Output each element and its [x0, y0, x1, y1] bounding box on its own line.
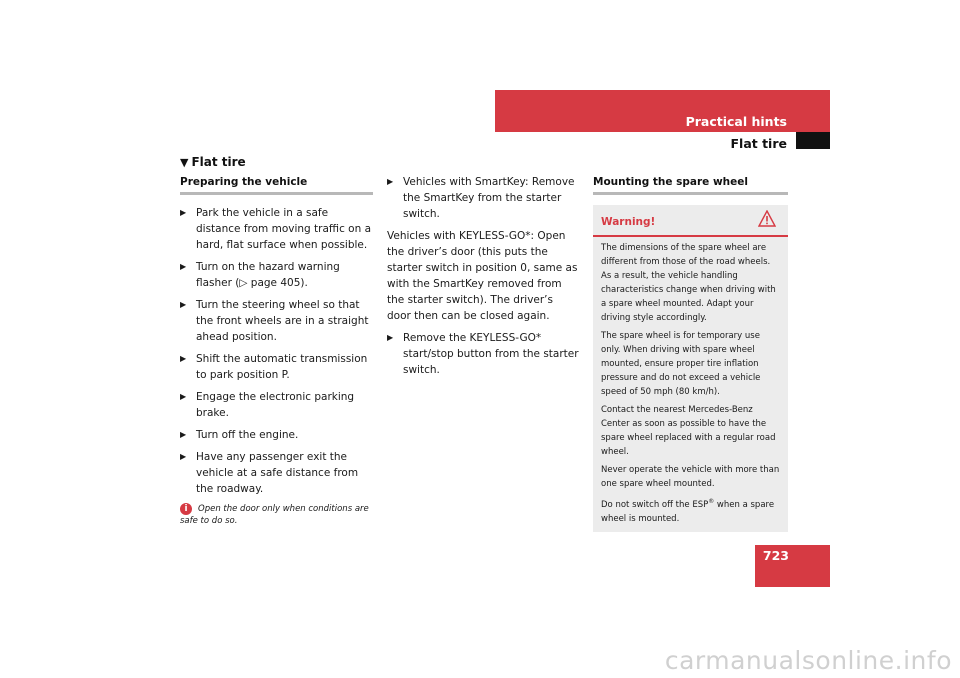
warning-triangle-icon [758, 210, 776, 232]
page-title [180, 155, 246, 169]
list-item [180, 259, 373, 291]
step-arrow-icon: ▶ [180, 452, 187, 461]
info-note [180, 503, 373, 527]
list-item [180, 205, 373, 253]
list-item [180, 297, 373, 345]
warning-paragraph: Never operate the vehicle with more than one spare wheel mounted. [601, 465, 780, 489]
step-text: Remove the KEYLESS-GO* start/stop button from the starter switch. [403, 332, 579, 376]
step-arrow-icon: ▶ [180, 300, 187, 309]
step-arrow-icon: ▶ [180, 392, 187, 401]
list-item [180, 427, 373, 443]
watermark: carmanualsonline.info [664, 646, 952, 675]
page-title-text: Flat tire [191, 155, 246, 169]
title-marker-icon: ▼ [180, 156, 189, 169]
step-text: Turn on the hazard warning flasher (▷ page 405). [196, 261, 340, 289]
step-arrow-icon: ▶ [387, 177, 394, 186]
header-subsection-title: Flat tire [730, 136, 787, 151]
list-item [180, 389, 373, 421]
step-arrow-icon: ▶ [180, 430, 187, 439]
warning-header [593, 205, 788, 237]
step-text: Engage the electronic parking brake. [196, 391, 355, 419]
warning-text: when a spare wheel is mounted. [601, 499, 775, 524]
column-key-removal [387, 174, 580, 384]
list-item [387, 174, 580, 222]
warning-paragraph: The spare wheel is for temporary use only. When driving with spare wheel mounted, ensure proper tire inflation pressure and do not exceed a vehicle speed of 50 mph (80 km/h). [601, 331, 761, 397]
warning-paragraph: The dimensions of the spare wheel are different from those of the road wheels. As a result, the vehicle handling characteristics change when driving with a spare wheel mounted. Adapt your driving style accordingly. [601, 243, 776, 323]
list-item [180, 449, 373, 497]
step-text: Vehicles with SmartKey: Remove the SmartKey from the starter switch. [403, 176, 575, 220]
warning-paragraph: Contact the nearest Mercedes-Benz Center as soon as possible to have the spare wheel replaced with a regular road wheel. [601, 405, 776, 457]
warning-text: Do not switch off the ESP [601, 499, 709, 510]
warning-label: Warning! [601, 216, 656, 228]
column-spare-wheel [593, 174, 788, 532]
step-text: Park the vehicle in a safe distance from moving traffic on a hard, flat surface when possible. [196, 207, 372, 251]
step-arrow-icon: ▶ [180, 208, 187, 217]
registered-mark: ® [708, 498, 715, 505]
list-item [387, 330, 580, 378]
info-icon: i [180, 503, 192, 515]
warning-paragraph [593, 495, 788, 526]
step-text: Turn the steering wheel so that the front wheels are in a straight ahead position. [196, 299, 369, 343]
column-preparing [180, 174, 373, 527]
header-section-title: Practical hints [685, 114, 787, 129]
warning-box [593, 205, 788, 532]
page-number: 723 [762, 548, 789, 563]
keyless-go-paragraph: Vehicles with KEYLESS-GO*: Open the driver’s door (this puts the starter switch in position 0, same as with the SmartKey removed from the starter switch). The driver’s door then can be closed again. [387, 230, 578, 322]
list-item [180, 351, 373, 383]
section-heading-preparing: Preparing the vehicle [180, 174, 373, 195]
step-text: Shift the automatic transmission to park position P. [196, 353, 368, 381]
info-note-text: Open the door only when conditions are safe to do so. [180, 504, 369, 526]
section-heading-spare-wheel: Mounting the spare wheel [593, 174, 788, 195]
header-black-tab [796, 132, 830, 149]
step-arrow-icon: ▶ [387, 333, 394, 342]
step-arrow-icon: ▶ [180, 354, 187, 363]
step-text: Have any passenger exit the vehicle at a safe distance from the roadway. [196, 451, 359, 495]
step-arrow-icon: ▶ [180, 262, 187, 271]
step-text: Turn off the engine. [196, 429, 299, 441]
